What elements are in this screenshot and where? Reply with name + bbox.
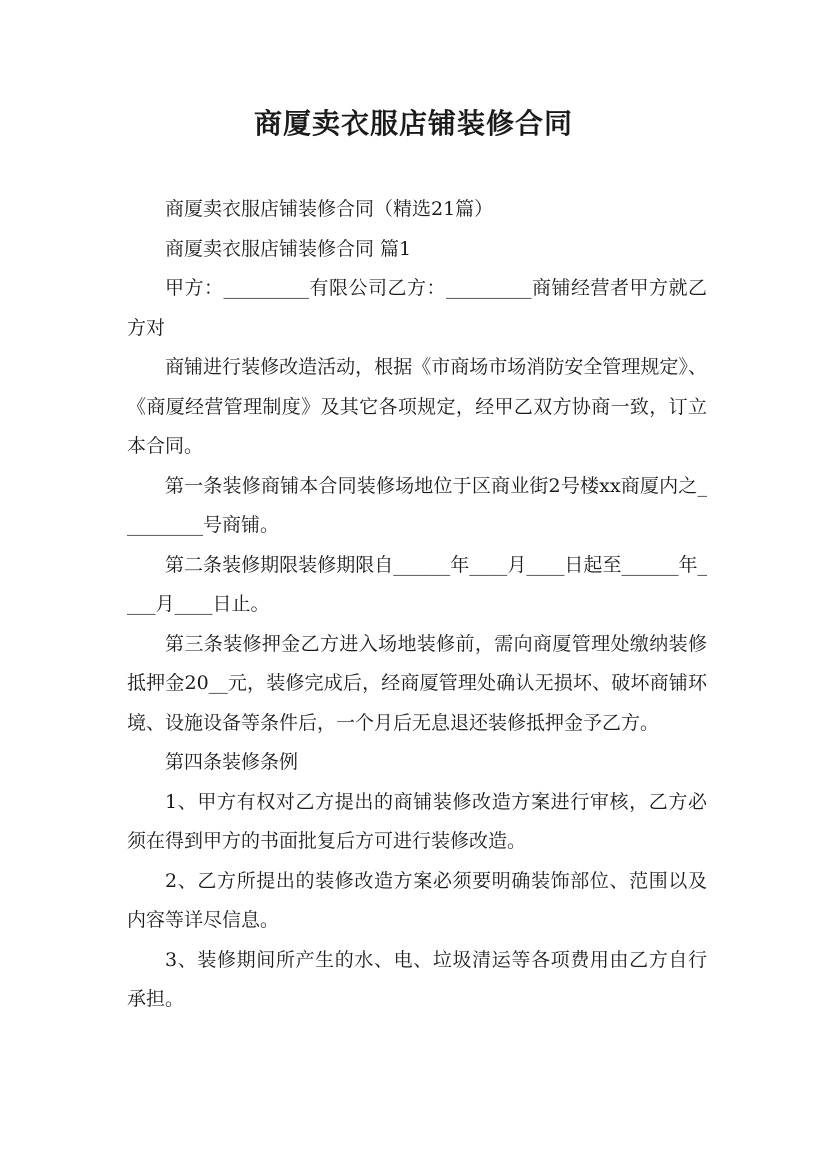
document-title: 商厦卖衣服店铺装修合同 — [253, 107, 573, 140]
document-body — [127, 190, 707, 1020]
paragraph: 甲方：_________有限公司乙方：_________商铺经营者甲方就乙方对 — [127, 277, 707, 339]
paragraph: 第三条装修押金乙方进入场地装修前，需向商厦管理处缴纳装修抵押金20__元，装修完成后，经商厦管理处确认无损坏、破坏商铺环境、设施设备等条件后，一个月后无息退还装修抵押金予乙方。 — [127, 632, 707, 734]
paragraph: 1、甲方有权对乙方提出的商铺装修改造方案进行审核，乙方必须在得到甲方的书面批复后方可进行装修改造。 — [127, 790, 707, 852]
paragraph: 2、乙方所提出的装修改造方案必须要明确装饰部位、范围以及内容等详尽信息。 — [127, 869, 707, 931]
paragraph: 第四条装修条例 — [165, 751, 299, 773]
paragraph: 第一条装修商铺本合同装修场地位于区商业街2号楼xx商厦内之_________号商铺。 — [127, 474, 707, 536]
paragraph: 3、装修期间所产生的水、电、垃圾清运等各项费用由乙方自行承担。 — [127, 948, 707, 1010]
paragraph: 第二条装修期限装修期限自______年____月____日起至______年____月____日止。 — [127, 553, 707, 615]
paragraph: 商铺进行装修改造活动，根据《市商场市场消防安全管理规定》、《商厦经营管理制度》及其它各项规定，经甲乙双方协商一致，订立本合同。 — [127, 356, 707, 457]
paragraph: 商厦卖衣服店铺装修合同（精选21篇） — [165, 198, 494, 220]
paragraph: 商厦卖衣服店铺装修合同 篇1 — [165, 237, 412, 260]
